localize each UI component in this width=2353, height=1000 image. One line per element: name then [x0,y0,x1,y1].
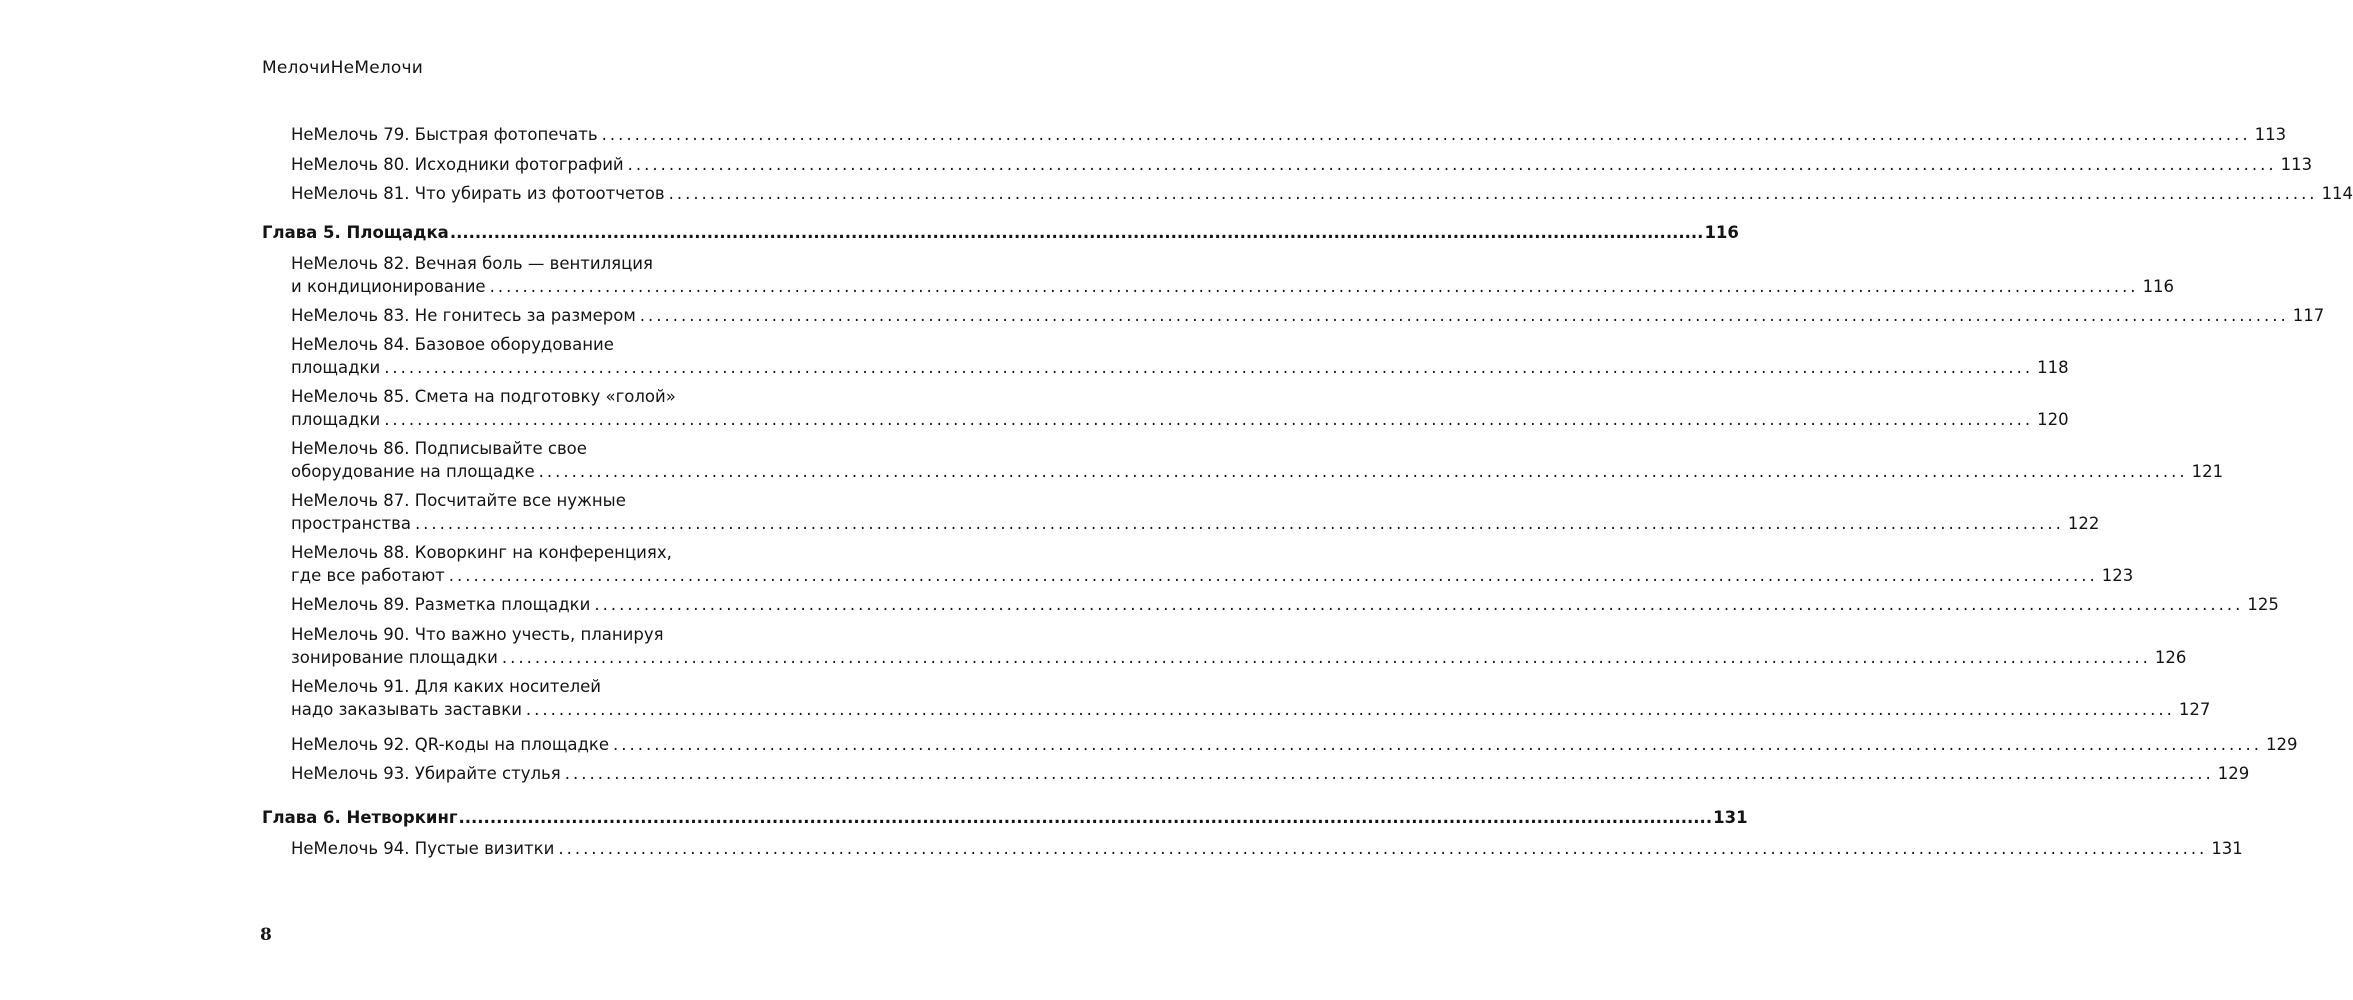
toc-entry-page: 129 [2217,764,2250,783]
toc-entry-title: НеМелочь 92. QR-коды на площадке [291,734,610,754]
toc-entry-title: НеМелочь 90. Что важно учесть, планируя [291,624,664,644]
toc-entry-title: НеМелочь 85. Смета на подготовку «голой» [291,387,676,406]
toc-entry-title: НеМелочь 83. Не гонитесь за размером [291,305,636,325]
toc-entry-page: 123 [2101,566,2134,585]
toc-entry-page: 117 [2292,305,2325,325]
toc-entry-page: 122 [2067,514,2100,533]
toc-entry-title-cont: оборудование на площадке [291,462,535,481]
toc-entry [291,675,2211,727]
table-of-contents [262,123,2353,866]
dot-leader: ........................................................................................................................................................................................................ [564,764,2214,783]
toc-entry-title: НеМелочь 91. Для каких носителей [291,676,602,696]
toc-entry [291,541,2134,593]
toc-entry [291,333,2069,385]
toc-entry-title: НеМелочь 94. Пустые визитки [291,838,555,858]
toc-entry [291,182,2353,212]
toc-entry-title-cont: где все работают [291,566,445,585]
toc-entry-title-cont: надо заказывать заставки [291,699,522,719]
toc-entry [291,733,2298,763]
dot-leader: ........................................................................................................................................................................................................ [613,734,2263,754]
chapter-page: 131 [1713,807,1748,827]
toc-chapter-6 [262,806,1748,837]
toc-entry-title: НеМелочь 81. Что убирать из фотоотчетов [291,184,665,203]
toc-entry [291,252,2175,304]
toc-entry [291,437,2224,489]
toc-entry-title: НеМелочь 88. Коворкинг на конференциях, [291,543,672,562]
dot-leader: ........................................................................................................................................................................................................ [501,647,2151,667]
dot-leader: ........................................................................................................................................................................................................ [594,595,2244,614]
toc-entry-page: 113 [2254,125,2287,144]
dot-leader: ........................................................................................................................................................................................................ [525,699,2175,719]
toc-entry-title: НеМелочь 87. Посчитайте все нужные [291,491,626,510]
toc-entry-page: 114 [2321,184,2353,203]
dot-leader: ........................................................................................................................................................................................................ [384,410,2034,429]
toc-entry-page: 129 [2266,734,2298,754]
toc-entry-title: НеМелочь 79. Быстрая фотопечать [291,125,598,144]
toc-entry-title-cont: пространства [291,514,411,533]
toc-chapter-5 [262,221,1739,252]
dot-leader: ........................................................................................................................................................................................................ [601,125,2251,144]
dot-leader: ........................................................................................................................................................................................................ [538,462,2188,481]
dot-leader: ........................................................................................................................................................................................................ [668,184,2318,203]
chapter-title: Глава 6. Нетворкинг [262,807,458,827]
toc-entry-page: 125 [2247,595,2279,614]
toc-entry [291,123,2287,153]
toc-entry-title: НеМелочь 84. Базовое оборудование [291,335,614,354]
dot-leader: ........................................................................................................................................................................................................ [458,807,1713,827]
toc-entry-title-cont: площадки [291,410,381,429]
toc-entry-title: НеМелочь 86. Подписывайте свое [291,439,587,458]
toc-entry [291,385,2069,437]
toc-entry-title-cont: и кондиционирование [291,276,486,296]
toc-entry [291,153,2313,183]
toc-entry-title: НеМелочь 89. Разметка площадки [291,595,591,614]
dot-leader: ........................................................................................................................................................................................................ [414,514,2064,533]
dot-leader: ........................................................................................................................................................................................................ [489,276,2139,296]
toc-entry-title: НеМелочь 80. Исходники фотографий [291,154,624,174]
dot-leader: ........................................................................................................................................................................................................ [639,305,2289,325]
toc-entry-title: НеМелочь 82. Вечная боль — вентиляция [291,253,653,273]
chapter-title: Глава 5. Площадка [262,222,449,242]
running-head: МелочиНеМелочи [262,58,424,78]
toc-entry-page: 127 [2178,699,2211,719]
toc-entry [291,623,2187,675]
toc-entry [291,489,2100,541]
toc-entry-title-cont: площадки [291,358,381,377]
dot-leader: ........................................................................................................................................................................................................ [449,222,1704,242]
toc-entry [291,762,2250,792]
toc-entry-page: 120 [2037,410,2069,429]
toc-entry-page: 121 [2191,462,2224,481]
toc-entry [291,304,2325,334]
toc-entry-page: 116 [2142,276,2175,296]
chapter-page: 116 [1704,222,1739,242]
dot-leader: ........................................................................................................................................................................................................ [627,154,2277,174]
toc-entry [291,837,2243,867]
toc-entry-page: 126 [2154,647,2187,667]
dot-leader: ........................................................................................................................................................................................................ [384,358,2034,377]
toc-entry-page: 118 [2037,358,2069,377]
toc-entry-title-cont: зонирование площадки [291,647,498,667]
dot-leader: ........................................................................................................................................................................................................ [558,838,2208,858]
toc-entry-title: НеМелочь 93. Убирайте стулья [291,764,561,783]
page-number: 8 [260,925,272,945]
dot-leader: ........................................................................................................................................................................................................ [448,566,2098,585]
toc-entry-page: 131 [2211,838,2243,858]
toc-entry [291,593,2279,623]
toc-entry-page: 113 [2280,154,2313,174]
